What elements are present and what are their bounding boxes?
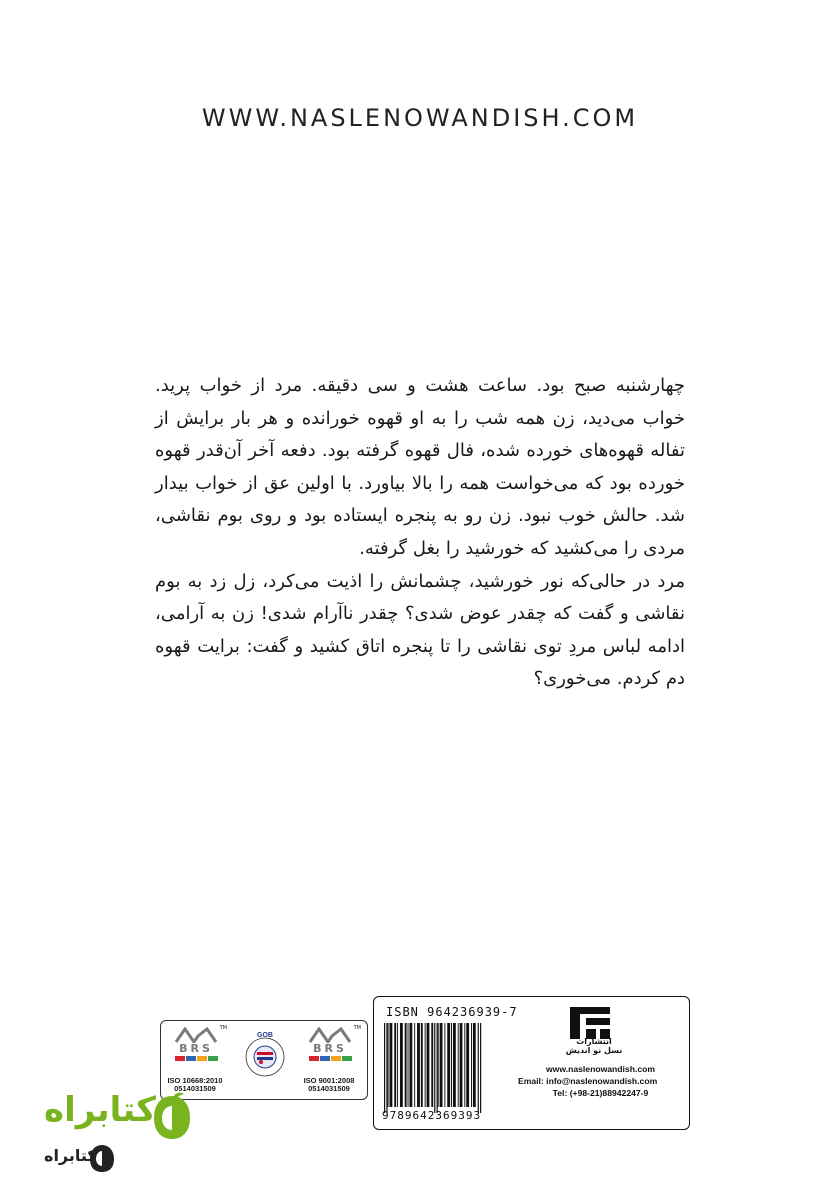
trademark-label: TM bbox=[353, 1025, 361, 1031]
ketabrah-brand-small: کتابراه bbox=[44, 1146, 97, 1165]
brs-color-bars bbox=[301, 1056, 359, 1061]
brs-mark-icon bbox=[308, 1027, 352, 1043]
ketabrah-brand-large: کتابراه bbox=[44, 1090, 157, 1130]
isbn-number: ISBN 964236939-7 bbox=[386, 1005, 518, 1019]
ketabrah-logo-icon bbox=[150, 1092, 194, 1142]
iso-code: 0514031509 bbox=[308, 1084, 350, 1093]
blurb-paragraph-1: چهارشنبه صبح بود. ساعت هشت و سی دقیقه. مرد از خواب پرید. خواب می‌دید، زن همه شب را به او قهوه خورانده و هر بار برایش از تفاله قهوه‌های خورده شده، فال قهوه گرفته بود. دفعه آخر آن‌قدر قهوه خورده بود که می‌خواست همه را بالا بیاورد. با اولین عق از خواب بیدار شد. حالش خوب نبود. زن رو به پنجره ایستاده بود و روی بوم نقاشی، مردی را می‌کشید که خورشید را بغل گرفته. bbox=[155, 375, 685, 559]
brs-logo-left bbox=[167, 1027, 225, 1061]
barcode-digits: 9789642369393 bbox=[382, 1109, 482, 1122]
brs-color-bars bbox=[167, 1056, 225, 1061]
brs-logo-right bbox=[301, 1027, 359, 1061]
iso-code: 0514031509 bbox=[174, 1084, 216, 1093]
book-blurb bbox=[155, 370, 685, 696]
isbn-barcode bbox=[382, 1023, 514, 1113]
contact-website: www.naslenowandish.com bbox=[545, 1064, 656, 1074]
iso-standard: ISO 9001:2008 bbox=[303, 1076, 355, 1085]
isbn-box bbox=[373, 996, 690, 1130]
contact-phone: Tel: (+98-21)88942247-9 bbox=[552, 1088, 649, 1098]
publisher-website: WWW.NASLENOWANDISH.COM bbox=[201, 104, 639, 132]
publisher-title-fa: نسل نو اندیش bbox=[565, 1046, 623, 1055]
brs-brand-label: BRS bbox=[179, 1042, 213, 1055]
publisher-label-fa: انتشارات bbox=[576, 1037, 612, 1046]
publisher-name-fa bbox=[544, 1037, 644, 1055]
ketabrah-watermark bbox=[40, 1088, 220, 1188]
contact-email: Email: info@naslenowandish.com bbox=[518, 1076, 658, 1086]
brs-mark-icon bbox=[174, 1027, 218, 1043]
trademark-label: TM bbox=[219, 1025, 227, 1031]
publisher-logo-icon bbox=[564, 1005, 616, 1041]
publisher-contact bbox=[518, 1063, 683, 1099]
iso-standard: ISO 10668:2010 bbox=[167, 1076, 223, 1085]
brs-brand-label: BRS bbox=[313, 1042, 347, 1055]
blurb-paragraph-2: مرد در حالی‌که نور خورشید، چشمانش را اذیت می‌کرد، زل زد به بوم نقاشی و گفت که چقدر عوض شدی؟ چقدر ناآرام شدی! زن به آرامی، ادامه لباس مردِ توی نقاشی را تا پنجره اتاق کشید و گفت: برایت قهوه دم کردم. می‌خوری؟ bbox=[155, 570, 685, 690]
gob-seal-icon bbox=[243, 1029, 287, 1081]
iso-label-right bbox=[297, 1077, 361, 1093]
gob-label: GOB bbox=[257, 1032, 273, 1039]
